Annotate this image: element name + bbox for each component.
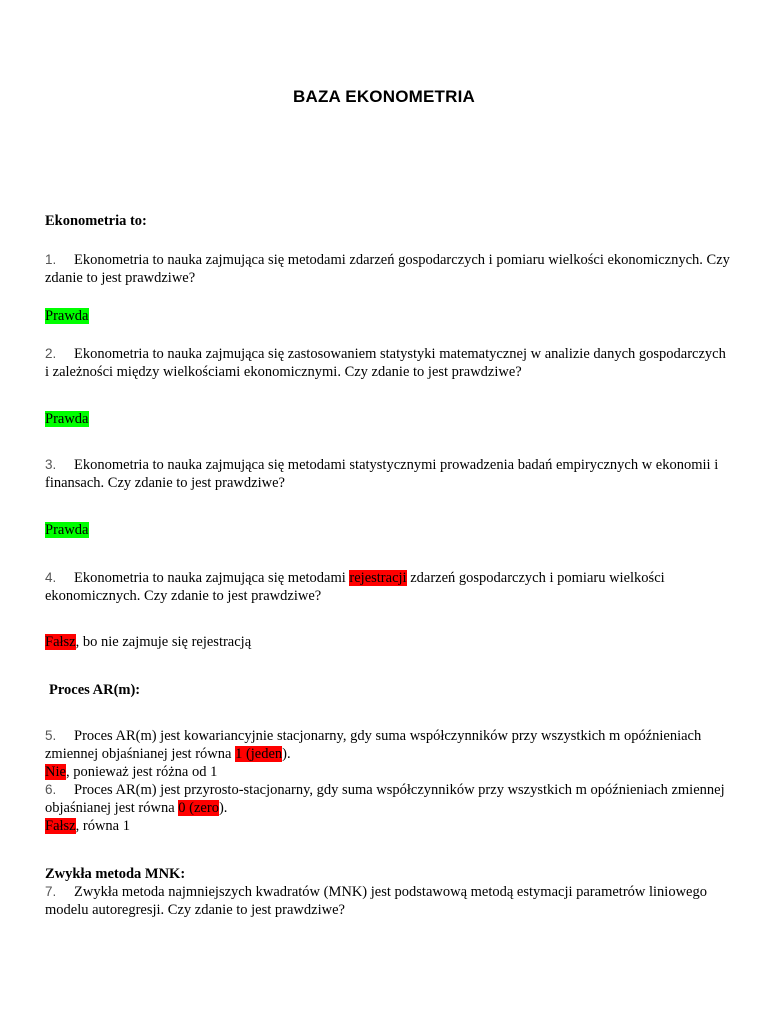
answer-note: , równa 1 <box>75 818 130 834</box>
question-text-after: ). <box>282 746 291 762</box>
page-title: BAZA EKONOMETRIA <box>292 87 475 106</box>
question-number: 4. <box>45 570 57 585</box>
question-text-after: zdarzeń gospodarczych i pomiaru wielkości ekonomicznych. Czy zdanie to jest prawdziwe? <box>45 570 665 604</box>
section-heading-ar: Proces AR(m): <box>49 682 141 698</box>
question-text-before: Ekonometria to nauka zajmująca się metodami <box>74 570 350 586</box>
answer-note: , ponieważ jest różna od 1 <box>65 764 218 780</box>
question-6 <box>45 781 730 817</box>
answer-1 <box>45 307 730 325</box>
answer-2 <box>45 410 730 428</box>
highlighted-term: 0 (zero <box>178 800 219 816</box>
answer-note: , bo nie zajmuje się rejestracją <box>75 634 252 650</box>
question-text: Ekonometria to nauka zajmująca się zastosowaniem statystyki matematycznej w analizie danych gospodarczych i zależności między wielkościami ekonomicznymi. Czy zdanie to jest prawdziwe? <box>45 346 726 380</box>
answer-false-badge: Nie <box>45 764 66 780</box>
question-text-before: Proces AR(m) jest kowariancyjnie stacjonarny, gdy suma współczynników przy wszystkich m opóźnieniach zmiennej objaśnianej jest równa <box>45 728 702 762</box>
question-5 <box>45 727 730 763</box>
question-number: 7. <box>45 884 57 899</box>
answer-3 <box>45 521 730 539</box>
answer-false-badge: Fałsz <box>45 818 76 834</box>
question-text-before: Proces AR(m) jest przyrosto-stacjonarny, gdy suma współczynników przy wszystkich m opóźnieniach zmiennej objaśnianej jest równa <box>45 782 725 816</box>
question-number: 1. <box>45 252 57 267</box>
question-7 <box>45 883 730 919</box>
question-2 <box>45 345 730 381</box>
highlighted-term: 1 (jeden <box>235 746 283 762</box>
answer-true-badge: Prawda <box>45 411 89 427</box>
question-number: 5. <box>45 728 57 743</box>
question-number: 2. <box>45 346 57 361</box>
question-number: 6. <box>45 782 57 797</box>
answer-5 <box>45 763 730 781</box>
question-1 <box>45 251 730 287</box>
answer-6 <box>45 817 730 835</box>
question-4 <box>45 569 730 605</box>
answer-true-badge: Prawda <box>45 522 89 538</box>
question-text: Ekonometria to nauka zajmująca się metodami statystycznymi prowadzenia badań empirycznych w ekonomii i finansach. Czy zdanie to jest prawdziwe? <box>45 457 719 491</box>
answer-false-badge: Fałsz <box>45 634 76 650</box>
question-text-after: ). <box>218 800 228 816</box>
question-number: 3. <box>45 457 57 472</box>
answer-true-badge: Prawda <box>45 308 89 324</box>
question-text: Ekonometria to nauka zajmująca się metodami zdarzeń gospodarczych i pomiaru wielkości ekonomicznych. Czy zdanie to jest prawdziwe? <box>45 252 730 286</box>
question-3 <box>45 456 730 492</box>
section-heading-ekonometria: Ekonometria to: <box>45 213 147 229</box>
answer-4 <box>45 633 730 651</box>
highlighted-term: rejestracji <box>349 570 407 586</box>
section-heading-mnk: Zwykła metoda MNK: <box>45 866 186 882</box>
question-text: Zwykła metoda najmniejszych kwadratów (MNK) jest podstawową metodą estymacji parametrów liniowego modelu autoregresji. Czy zdanie to jest prawdziwe? <box>45 884 707 918</box>
